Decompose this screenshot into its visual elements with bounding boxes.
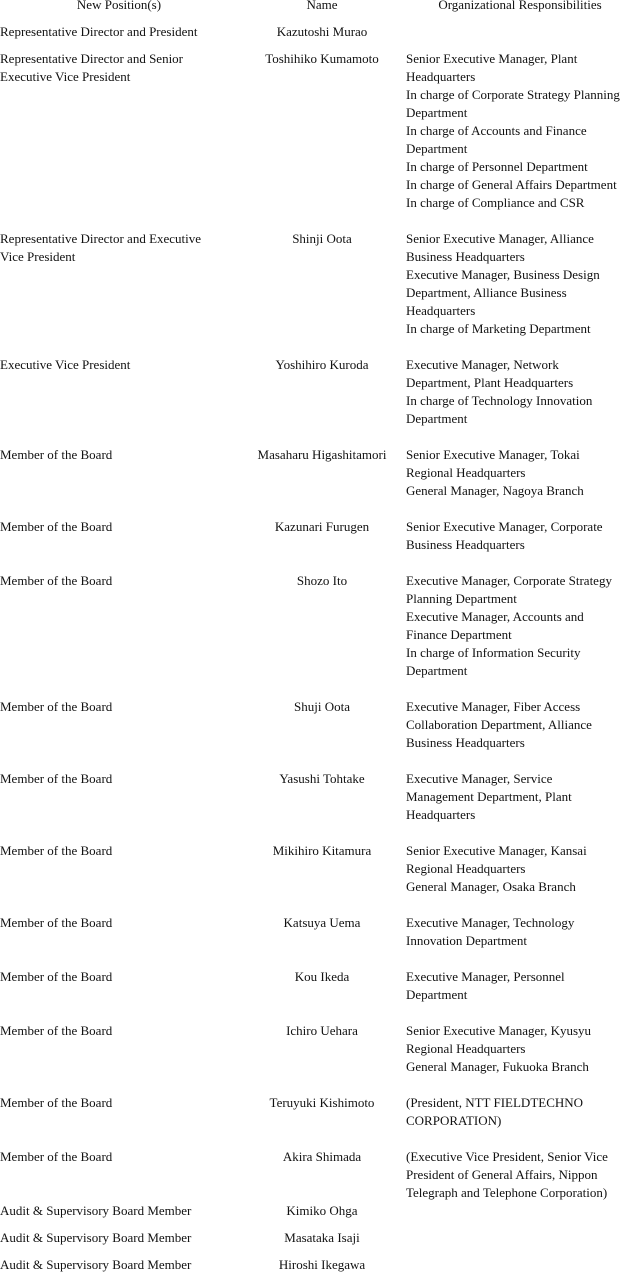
- responsibility-line: Headquarters: [406, 303, 476, 318]
- position-line: Representative Director and Senior: [0, 51, 184, 66]
- responsibility-line: Department: [406, 987, 468, 1002]
- responsibilities-cell: [406, 230, 636, 338]
- position-line: Member of the Board: [0, 573, 113, 588]
- name-cell: Akira Shimada: [282, 1149, 362, 1164]
- position-line: Member of the Board: [0, 1095, 113, 1110]
- responsibility-line: In charge of Information Security: [406, 645, 581, 660]
- name-cell: Toshihiko Kumamoto: [265, 51, 379, 66]
- position-line: Vice President: [0, 249, 76, 264]
- position-cell: [0, 1229, 236, 1247]
- responsibility-line: In charge of Corporate Strategy Planning: [406, 87, 620, 102]
- position-cell: [0, 914, 236, 932]
- responsibility-line: Headquarters: [406, 807, 476, 822]
- responsibility-line: Senior Executive Manager, Plant: [406, 51, 578, 66]
- responsibility-line: Executive Manager, Corporate Strategy: [406, 573, 612, 588]
- responsibilities-cell: [406, 770, 636, 824]
- responsibility-line: Executive Manager, Fiber Access: [406, 699, 581, 714]
- position-line: Member of the Board: [0, 447, 113, 462]
- position-line: Member of the Board: [0, 969, 113, 984]
- name-cell: Teruyuki Kishimoto: [269, 1095, 375, 1110]
- responsibility-line: Senior Executive Manager, Tokai: [406, 447, 580, 462]
- responsibilities-cell: [406, 842, 636, 896]
- responsibility-line: General Manager, Osaka Branch: [406, 879, 576, 894]
- responsibility-line: Innovation Department: [406, 933, 527, 948]
- position-cell: [0, 23, 236, 41]
- position-cell: [0, 1202, 236, 1220]
- header-position: New Position(s): [76, 0, 162, 12]
- position-cell: [0, 1022, 236, 1040]
- responsibility-line: Business Headquarters: [406, 735, 525, 750]
- responsibility-line: Department: [406, 411, 468, 426]
- responsibility-line: Telegraph and Telephone Corporation): [406, 1185, 608, 1200]
- position-cell: [0, 50, 236, 86]
- position-line: Audit & Supervisory Board Member: [0, 1257, 192, 1272]
- responsibility-line: Senior Executive Manager, Kyusyu: [406, 1023, 592, 1038]
- responsibility-line: CORPORATION): [406, 1113, 502, 1128]
- responsibility-line: Regional Headquarters: [406, 1041, 526, 1056]
- responsibility-line: Executive Manager, Accounts and: [406, 609, 584, 624]
- position-line: Representative Director and Executive: [0, 231, 202, 246]
- position-line: Executive Vice President: [0, 69, 131, 84]
- responsibilities-cell: [406, 914, 636, 950]
- name-cell: Kazunari Furugen: [274, 519, 370, 534]
- responsibilities-cell: [406, 968, 636, 1004]
- position-cell: [0, 842, 236, 860]
- responsibilities-cell: [406, 1022, 636, 1076]
- responsibility-line: In charge of General Affairs Department: [406, 177, 617, 192]
- name-cell: Yasushi Tohtake: [279, 771, 365, 786]
- responsibility-line: Management Department, Plant: [406, 789, 572, 804]
- responsibility-line: Executive Manager, Service: [406, 771, 553, 786]
- responsibility-line: In charge of Personnel Department: [406, 159, 588, 174]
- responsibility-line: In charge of Accounts and Finance: [406, 123, 587, 138]
- name-cell: Katsuya Uema: [283, 915, 361, 930]
- position-cell: [0, 1148, 236, 1166]
- position-line: Member of the Board: [0, 843, 113, 858]
- position-cell: [0, 968, 236, 986]
- responsibilities-cell: [406, 1094, 636, 1130]
- responsibility-line: Business Headquarters: [406, 537, 525, 552]
- responsibility-line: Senior Executive Manager, Corporate: [406, 519, 603, 534]
- position-line: Audit & Supervisory Board Member: [0, 1203, 192, 1218]
- responsibility-line: President of General Affairs, Nippon: [406, 1167, 598, 1182]
- position-line: Executive Vice President: [0, 357, 131, 372]
- position-cell: [0, 1094, 236, 1112]
- name-cell: Hiroshi Ikegawa: [278, 1257, 366, 1272]
- responsibility-line: Business Headquarters: [406, 249, 525, 264]
- name-cell: Masataka Isaji: [284, 1230, 360, 1245]
- responsibility-line: Collaboration Department, Alliance: [406, 717, 592, 732]
- position-line: Member of the Board: [0, 699, 113, 714]
- responsibility-line: Department: [406, 663, 468, 678]
- responsibility-line: Department, Alliance Business: [406, 285, 567, 300]
- responsibility-line: Planning Department: [406, 591, 517, 606]
- responsibility-line: Executive Manager, Business Design: [406, 267, 600, 282]
- position-cell: [0, 572, 236, 590]
- responsibility-line: Executive Manager, Network: [406, 357, 559, 372]
- responsibility-line: Executive Manager, Personnel: [406, 969, 565, 984]
- responsibility-line: Department, Plant Headquarters: [406, 375, 574, 390]
- position-line: Member of the Board: [0, 1023, 113, 1038]
- responsibilities-cell: [406, 572, 636, 680]
- responsibility-line: In charge of Technology Innovation: [406, 393, 593, 408]
- responsibility-line: Finance Department: [406, 627, 512, 642]
- position-cell: [0, 698, 236, 716]
- name-cell: Mikihiro Kitamura: [272, 843, 372, 858]
- name-cell: Yoshihiro Kuroda: [275, 357, 369, 372]
- header-name: Name: [306, 0, 338, 12]
- responsibility-line: In charge of Marketing Department: [406, 321, 591, 336]
- responsibilities-cell: [406, 446, 636, 500]
- position-line: Audit & Supervisory Board Member: [0, 1230, 192, 1245]
- responsibility-line: General Manager, Fukuoka Branch: [406, 1059, 589, 1074]
- name-cell: Shinji Oota: [292, 231, 352, 246]
- responsibility-line: Department: [406, 141, 468, 156]
- header-responsibilities: Organizational Responsibilities: [438, 0, 602, 12]
- table-header: [0, 0, 636, 14]
- name-cell: Masaharu Higashitamori: [257, 447, 387, 462]
- responsibilities-cell: [406, 356, 636, 428]
- position-cell: [0, 1256, 236, 1274]
- responsibility-line: General Manager, Nagoya Branch: [406, 483, 584, 498]
- responsibility-line: In charge of Compliance and CSR: [406, 195, 585, 210]
- responsibility-line: Regional Headquarters: [406, 465, 526, 480]
- responsibility-line: (President, NTT FIELDTECHNO: [406, 1095, 584, 1110]
- name-cell: Shuji Oota: [294, 699, 350, 714]
- position-line: Member of the Board: [0, 915, 113, 930]
- position-line: Member of the Board: [0, 1149, 113, 1164]
- responsibility-line: Headquarters: [406, 69, 476, 84]
- position-cell: [0, 518, 236, 536]
- name-cell: Kimiko Ohga: [286, 1203, 358, 1218]
- position-line: Representative Director and President: [0, 24, 198, 39]
- position-cell: [0, 356, 236, 374]
- responsibility-line: (Executive Vice President, Senior Vice: [406, 1149, 608, 1164]
- responsibility-line: Department: [406, 105, 468, 120]
- responsibility-line: Executive Manager, Technology: [406, 915, 575, 930]
- position-cell: [0, 446, 236, 464]
- name-cell: Shozo Ito: [296, 573, 348, 588]
- responsibilities-cell: [406, 698, 636, 752]
- position-line: Member of the Board: [0, 519, 113, 534]
- responsibility-line: Regional Headquarters: [406, 861, 526, 876]
- name-cell: Kou Ikeda: [294, 969, 350, 984]
- name-cell: Ichiro Uehara: [286, 1023, 358, 1038]
- name-cell: Kazutoshi Murao: [276, 24, 368, 39]
- responsibility-line: Senior Executive Manager, Alliance: [406, 231, 594, 246]
- responsibilities-cell: [406, 518, 636, 554]
- position-cell: [0, 230, 236, 266]
- responsibilities-cell: [406, 50, 636, 212]
- responsibility-line: Senior Executive Manager, Kansai: [406, 843, 587, 858]
- responsibilities-cell: [406, 1148, 636, 1202]
- position-cell: [0, 770, 236, 788]
- position-line: Member of the Board: [0, 771, 113, 786]
